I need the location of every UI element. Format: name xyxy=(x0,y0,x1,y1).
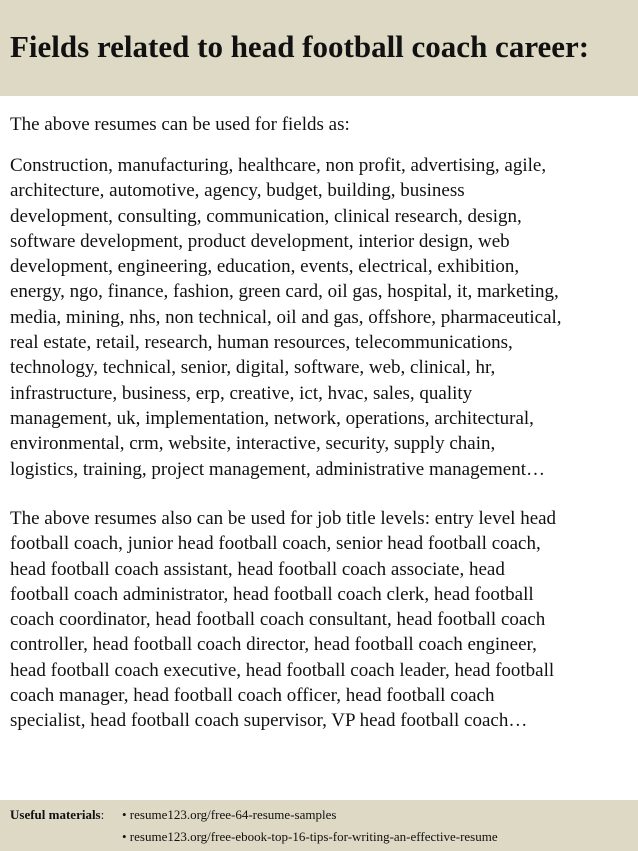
useful-materials-label xyxy=(10,806,104,824)
job-titles-line: controller, head football coach director, head football coach engineer, xyxy=(10,634,537,656)
fields-line: technology, technical, senior, digital, software, web, clinical, hr, xyxy=(10,357,496,379)
job-titles-paragraph xyxy=(10,506,635,734)
header-banner xyxy=(0,0,638,96)
resume-samples-link[interactable]: • resume123.org/free-64-resume-samples xyxy=(122,807,337,822)
page-title: Fields related to head football coach career: xyxy=(10,29,590,64)
job-titles-line: specialist, head football coach supervisor, VP head football coach… xyxy=(10,710,528,732)
fields-line: development, engineering, education, events, electrical, exhibition, xyxy=(10,256,520,278)
job-titles-line: head football coach assistant, head football coach associate, head xyxy=(10,558,505,580)
fields-line: infrastructure, business, erp, creative, ict, hvac, sales, quality xyxy=(10,382,473,404)
fields-paragraph xyxy=(10,153,635,482)
fields-line: Construction, manufacturing, healthcare, non profit, advertising, agile, xyxy=(10,155,547,176)
job-titles-line: football coach administrator, head football coach clerk, head football xyxy=(10,583,534,605)
fields-line: environmental, crm, website, interactive, security, supply chain, xyxy=(10,433,496,455)
useful-materials-colon: : xyxy=(100,807,105,822)
job-titles-line: coach coordinator, head football coach consultant, head football coach xyxy=(10,609,546,631)
fields-line: software development, product development, interior design, web xyxy=(10,230,510,252)
footer-banner xyxy=(0,800,638,851)
fields-line: development, consulting, communication, clinical research, design, xyxy=(10,205,522,227)
intro-text: The above resumes can be used for fields as: xyxy=(10,114,350,135)
useful-materials-label-text: Useful materials xyxy=(10,807,101,822)
job-titles-line: football coach, junior head football coach, senior head football coach, xyxy=(10,533,541,555)
job-titles-line: The above resumes also can be used for job title levels: entry level head xyxy=(10,508,557,529)
job-titles-line: head football coach executive, head football coach leader, head football xyxy=(10,659,555,681)
fields-line: real estate, retail, research, human resources, telecommunications, xyxy=(10,332,513,354)
fields-line: media, mining, nhs, non technical, oil and gas, offshore, pharmaceutical, xyxy=(10,306,562,328)
fields-line: architecture, automotive, agency, budget, building, business xyxy=(10,180,465,202)
ebook-tips-link[interactable]: • resume123.org/free-ebook-top-16-tips-for-writing-an-effective-resume xyxy=(122,829,498,844)
fields-line: logistics, training, project management, administrative management… xyxy=(10,458,546,480)
fields-line: energy, ngo, finance, fashion, green card, oil gas, hospital, it, marketing, xyxy=(10,281,559,303)
fields-line: management, uk, implementation, network, operations, architectural, xyxy=(10,407,534,429)
job-titles-line: coach manager, head football coach officer, head football coach xyxy=(10,685,495,707)
